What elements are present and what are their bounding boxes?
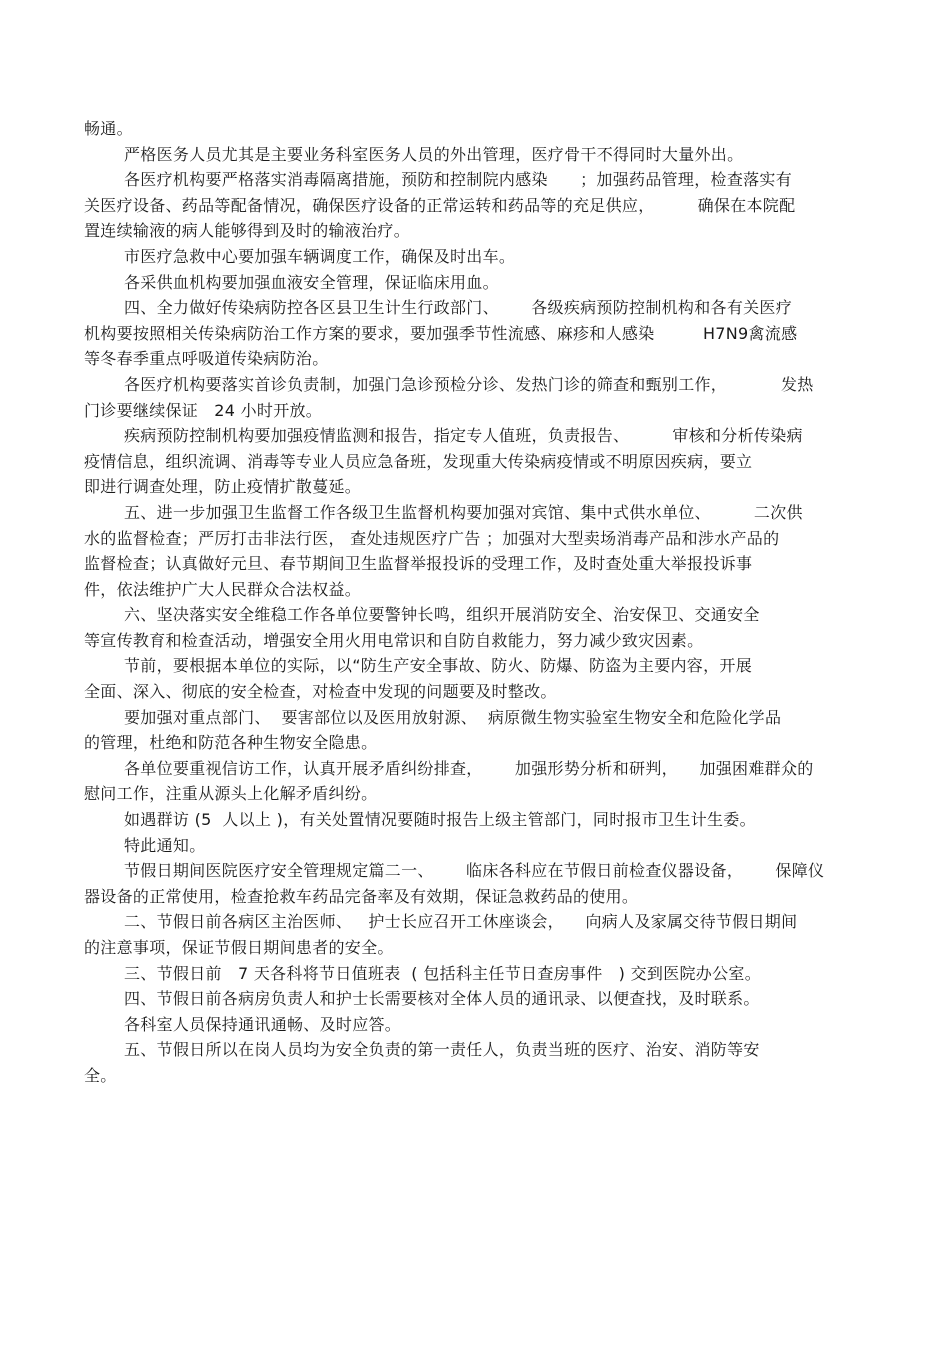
text-line: 疾病预防控制机构要加强疫情监测和报告，指定专人值班，负责报告、 审核和分析传染病 <box>124 426 803 446</box>
text-line: 件，依法维护广大人民群众合法权益。 <box>84 579 362 599</box>
text-line: 三、节假日前 7 天各科将节日值班表 ( 包括科主任节日查房事件 ) 交到医院办公室。 <box>124 963 762 983</box>
text-line: 畅通。 <box>84 119 133 138</box>
text-line: 的注意事项，保证节假日期间患者的安全。 <box>84 938 394 957</box>
text-line: 的管理，杜绝和防范各种生物安全隐患。 <box>84 733 378 753</box>
text-line: 全。 <box>84 1065 117 1085</box>
text-line: 门诊要继续保证 24 小时开放。 <box>84 400 323 420</box>
text-line: 特此通知。 <box>124 835 206 855</box>
text-line: 等宣传教育和检查活动，增强安全用火用电常识和自防自救能力，努力减少致灾因素。 <box>84 630 704 650</box>
text-line: 市医疗急救中心要加强车辆调度工作，确保及时出车。 <box>124 246 516 266</box>
text-line: 置连续输液的病人能够得到及时的输液治疗。 <box>84 221 411 241</box>
text-line: 五、节假日所以在岗人员均为安全负责的第一责任人，负责当班的医疗、治安、消防等安 <box>124 1040 760 1060</box>
document-body <box>84 116 866 1089</box>
text-line: 要加强对重点部门、 要害部位以及医用放射源、 病原微生物实验室生物安全和危险化学品 <box>124 707 782 727</box>
text-line: 严格医务人员尤其是主要业务科室医务人员的外出管理，医疗骨干不得同时大量外出。 <box>124 144 744 164</box>
text-line: 六、坚决落实安全维稳工作各单位要警钟长鸣，组织开展消防安全、治安保卫、交通安全 <box>124 605 760 625</box>
text-line: 节前，要根据本单位的实际，以“防生产安全事故、防火、防爆、防盗为主要内容，开展 <box>124 656 752 676</box>
text-line: 各科室人员保持通讯通畅、及时应答。 <box>124 1014 402 1034</box>
text-line: 各医疗机构要落实首诊负责制，加强门急诊预检分诊、发热门诊的筛查和甄别工作， 发热 <box>124 374 814 394</box>
text-line: 四、节假日前各病房负责人和护士长需要核对全体人员的通讯录、以便查找，及时联系。 <box>124 989 760 1009</box>
text-line: 即进行调查处理，防止疫情扩散蔓延。 <box>84 477 362 497</box>
text-line: 器设备的正常使用，检查抢救车药品完备率及有效期，保证急救药品的使用。 <box>84 886 639 906</box>
text-line: 水的监督检查；严厉打击非法行医， 查处违规医疗广告 ；加强对大型卖场消毒产品和涉水产品的 <box>84 528 780 548</box>
text-line: 慰问工作，注重从源头上化解矛盾纠纷。 <box>84 784 378 804</box>
text-line: 全面、深入、彻底的安全检查，对检查中发现的问题要及时整改。 <box>84 682 557 702</box>
text-line: 四、全力做好传染病防控各区县卫生计生行政部门、 各级疾病预防控制机构和各有关医疗 <box>124 298 793 318</box>
text-line: 如遇群访 (5 人以上 )，有关处置情况要随时报告上级主管部门，同时报市卫生计生委。 <box>124 810 756 830</box>
text-line: 二、节假日前各病区主治医师、 护士长应召开工休座谈会， 向病人及家属交待节假日期间 <box>124 912 798 932</box>
text-line: 各医疗机构要严格落实消毒隔离措施，预防和控制院内感染 ；加强药品管理，检查落实有 <box>124 170 793 190</box>
text-line: 各采供血机构要加强血液安全管理，保证临床用血。 <box>124 272 499 292</box>
text-line: 关医疗设备、药品等配备情况，确保医疗设备的正常运转和药品等的充足供应， 确保在本院配 <box>84 195 796 215</box>
text-line: 各单位要重视信访工作，认真开展矛盾纠纷排查， 加强形势分析和研判， 加强困难群众的 <box>124 758 814 778</box>
text-line: 监督检查；认真做好元旦、春节期间卫生监督举报投诉的受理工作，及时查处重大举报投诉事 <box>84 554 753 574</box>
text-line: 节假日期间医院医疗安全管理规定篇二一、 临床各科应在节假日前检查仪器设备， 保障仪 <box>124 861 825 881</box>
text-line: 机构要按照相关传染病防治工作方案的要求，要加强季节性流感、麻疹和人感染 H7N9禽流感 <box>84 323 798 343</box>
text-line: 等冬春季重点呼吸道传染病防治。 <box>84 349 329 369</box>
text-line: 五、进一步加强卫生监督工作各级卫生监督机构要加强对宾馆、集中式供水单位、 二次供 <box>124 502 803 522</box>
text-line: 疫情信息，组织流调、消毒等专业人员应急备班，发现重大传染病疫情或不明原因疾病，要立 <box>84 451 753 471</box>
